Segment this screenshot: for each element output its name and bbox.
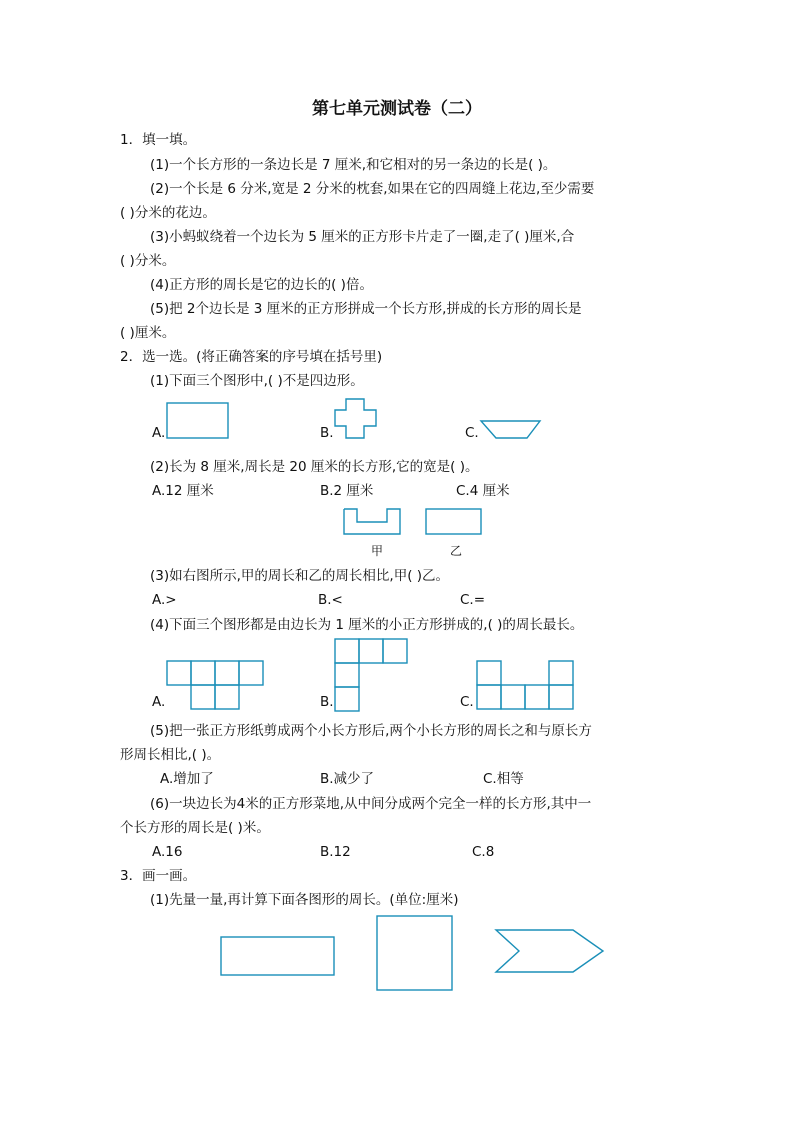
s2-q1-option-a: A. (152, 425, 166, 441)
cross-figure (334, 398, 378, 440)
measure-square-figure (376, 915, 454, 993)
s2-q1-option-c: C. (465, 425, 479, 441)
s2-question-5-line1: (5)把一张正方形纸剪成两个小长方形后,两个小长方形的周长之和与原长方 (150, 723, 592, 739)
squares-figure-a (166, 660, 268, 712)
s2-q4-option-b: B. (320, 694, 334, 710)
s2-q2-option-a: A.12 厘米 (152, 483, 214, 499)
rectangle-figure-yi (425, 508, 483, 536)
s2-question-1: (1)下面三个图形中,( )不是四边形。 (150, 373, 364, 389)
squares-figure-b (334, 638, 410, 714)
measure-arrow-figure (495, 929, 607, 975)
rectangle-figure (166, 402, 230, 440)
s2-q5-option-a: A.增加了 (160, 771, 214, 787)
notched-rectangle-figure-jia (343, 508, 403, 536)
s2-q3-option-a: A.> (152, 592, 177, 608)
s2-q6-option-c: C.8 (472, 844, 495, 860)
s2-question-5-line2: 形周长相比,( )。 (120, 747, 221, 763)
s1-question-2-line2: ( )分米的花边。 (120, 205, 216, 221)
s2-q4-option-c: C. (460, 694, 474, 710)
section-1-heading: 1．填一填。 (120, 132, 197, 148)
trapezoid-figure (480, 420, 542, 440)
s2-q3-option-b: B.< (318, 592, 343, 608)
section-3-heading: 3．画一画。 (120, 868, 197, 884)
s1-question-3-line2: ( )分米。 (120, 253, 176, 269)
s2-question-4: (4)下面三个图形都是由边长为 1 厘米的小正方形拼成的,( )的周长最长。 (150, 617, 584, 633)
measure-rectangle-figure (220, 936, 338, 978)
s2-q6-option-b: B.12 (320, 844, 351, 860)
s2-question-6-line1: (6)一块边长为4米的正方形菜地,从中间分成两个完全一样的长方形,其中一 (150, 796, 592, 812)
s1-question-5-line2: ( )厘米。 (120, 325, 176, 341)
s2-q1-option-b: B. (320, 425, 334, 441)
s2-q6-option-a: A.16 (152, 844, 183, 860)
section-2-heading: 2．选一选。(将正确答案的序号填在括号里) (120, 349, 383, 365)
s2-q4-option-a: A. (152, 694, 166, 710)
s1-question-3-line1: (3)小蚂蚁绕着一个边长为 5 厘米的正方形卡片走了一圈,走了( )厘米,合 (150, 229, 575, 245)
s1-question-4: (4)正方形的周长是它的边长的( )倍。 (150, 277, 373, 293)
s2-q2-option-b: B.2 厘米 (320, 483, 374, 499)
s2-q3-option-c: C.= (460, 592, 486, 608)
page-title: 第七单元测试卷（二） (312, 99, 482, 119)
s2-q2-option-c: C.4 厘米 (456, 483, 510, 499)
s3-question-1: (1)先量一量,再计算下面各图形的周长。(单位:厘米) (150, 892, 459, 908)
s2-q5-option-c: C.相等 (483, 771, 524, 787)
s2-question-2: (2)长为 8 厘米,周长是 20 厘米的长方形,它的宽是( )。 (150, 459, 479, 475)
s2-q5-option-b: B.减少了 (320, 771, 375, 787)
figure-label-yi: 乙 (450, 544, 463, 558)
s2-question-3: (3)如右图所示,甲的周长和乙的周长相比,甲( )乙。 (150, 568, 450, 584)
squares-figure-c (476, 660, 578, 712)
s2-question-6-line2: 个长方形的周长是( )米。 (120, 820, 270, 836)
s1-question-5-line1: (5)把 2个边长是 3 厘米的正方形拼成一个长方形,拼成的长方形的周长是 (150, 301, 582, 317)
s1-question-2-line1: (2)一个长是 6 分米,宽是 2 分米的枕套,如果在它的四周缝上花边,至少需要 (150, 181, 595, 197)
s1-question-1: (1)一个长方形的一条边长是 7 厘米,和它相对的另一条边的长是( )。 (150, 157, 557, 173)
figure-label-jia: 甲 (371, 544, 384, 558)
